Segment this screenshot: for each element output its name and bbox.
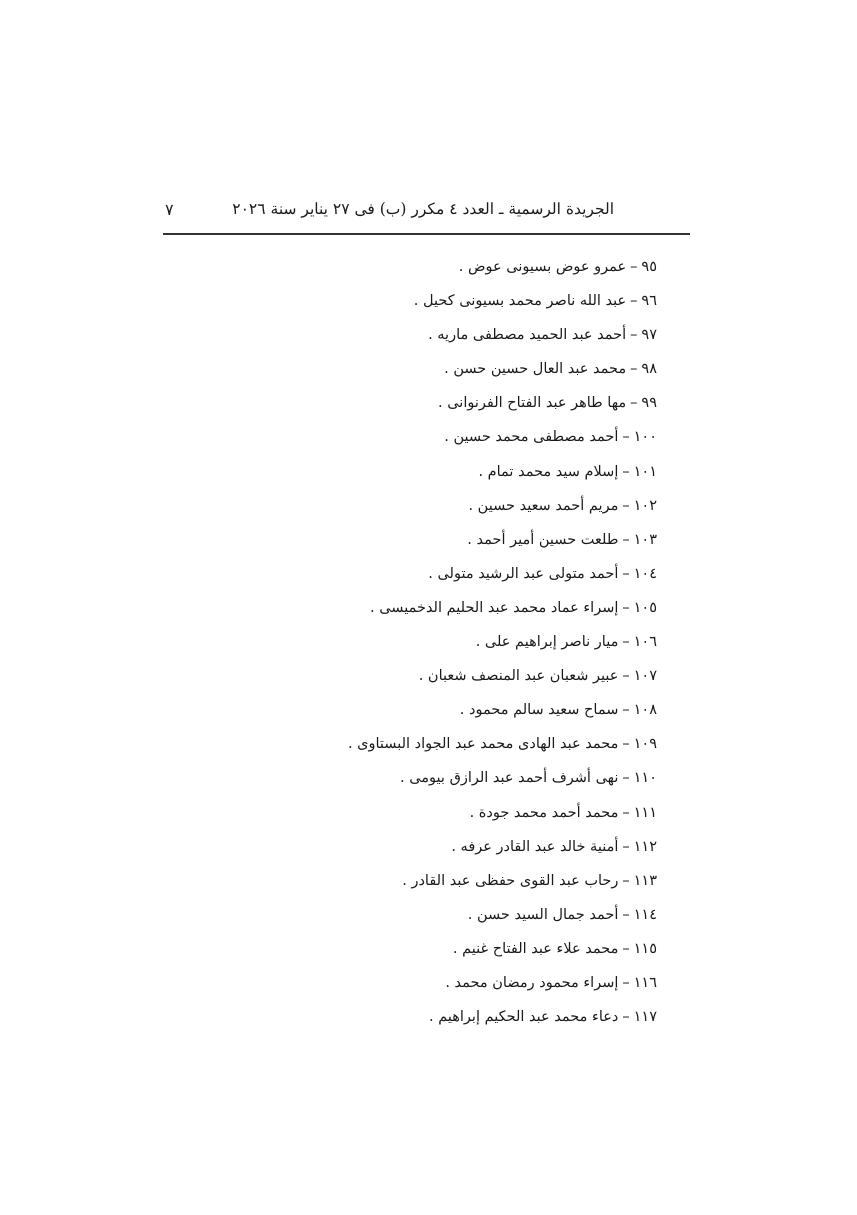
entry-separator: – <box>630 361 638 378</box>
list-item <box>237 966 657 1000</box>
entry-name: سماح سعيد سالم محمود . <box>459 702 619 719</box>
entry-number: ١٠٥ <box>633 599 657 616</box>
entry-number: ١١٠ <box>633 770 657 787</box>
entry-number: ١١٥ <box>633 940 657 957</box>
entry-number: ١٠٤ <box>633 565 657 582</box>
entry-separator: – <box>622 974 630 991</box>
entry-number: ٩٥ <box>641 259 657 275</box>
entry-number: ١١٢ <box>633 838 657 855</box>
entry-separator: – <box>622 1009 630 1026</box>
list-item <box>237 727 657 761</box>
entry-name: محمد عبد الهادى محمد عبد الجواد البستاوى . <box>347 736 619 753</box>
entry-separator: – <box>622 838 630 855</box>
list-item <box>237 1000 657 1034</box>
entry-number: ١٠٠ <box>633 429 657 446</box>
list-item <box>237 898 657 932</box>
entry-name: أحمد عبد الحميد مصطفى ماريه . <box>428 327 627 344</box>
entry-name: محمد عبد العال حسين حسن . <box>444 361 627 378</box>
entry-name: محمد أحمد محمد جودة . <box>469 804 619 821</box>
list-item <box>237 557 657 591</box>
entry-number: ١٠٦ <box>633 634 657 651</box>
entry-name: أمنية خالد عبد القادر عرفه . <box>451 838 619 855</box>
list-item <box>237 932 657 966</box>
entry-number: ١١٧ <box>633 1009 657 1026</box>
entry-number: ٩٧ <box>641 327 657 344</box>
list-item <box>237 830 657 864</box>
entry-separator: – <box>630 259 638 275</box>
entry-separator: – <box>622 565 630 582</box>
entry-separator: – <box>622 770 630 787</box>
entry-separator: – <box>622 736 630 753</box>
entry-number: ١١٣ <box>633 872 657 889</box>
entry-separator: – <box>622 872 630 889</box>
entry-name: مها طاهر عبد الفتاح الفرنوانى . <box>438 395 627 412</box>
entry-separator: – <box>622 599 630 616</box>
entry-name: عبد الله ناصر محمد بسيونى كحيل . <box>413 293 627 310</box>
entry-name: عبير شعبان عبد المنصف شعبان . <box>418 668 619 685</box>
entry-separator: – <box>630 395 638 412</box>
entry-number: ١١١ <box>633 804 657 821</box>
list-item <box>237 455 657 489</box>
header-divider <box>163 233 690 235</box>
entry-separator: – <box>622 804 630 821</box>
entry-name: أحمد جمال السيد حسن . <box>467 906 619 923</box>
entry-name: عمرو عوض بسيونى عوض . <box>458 259 627 275</box>
entry-number: ٩٨ <box>641 361 657 378</box>
entry-number: ١٠٧ <box>633 668 657 685</box>
entry-name: مريم أحمد سعيد حسين . <box>468 497 619 514</box>
entry-name: ميار ناصر إبراهيم على . <box>475 634 619 651</box>
entry-name: إسلام سيد محمد تمام . <box>478 463 619 480</box>
list-item <box>237 625 657 659</box>
entry-name: رحاب عبد القوى حفظى عبد القادر . <box>402 872 619 889</box>
entry-separator: – <box>622 906 630 923</box>
entry-name: دعاء محمد عبد الحكيم إبراهيم . <box>429 1009 619 1026</box>
list-item <box>237 489 657 523</box>
list-item <box>237 420 657 454</box>
page-number: ٧ <box>165 200 174 219</box>
header-title: الجريدة الرسمية ـ العدد ٤ مكرر (ب) فى ٢٧ يناير سنة ٢٠٢٦ <box>232 200 614 218</box>
entry-separator: – <box>622 429 630 446</box>
entry-separator: – <box>630 327 638 344</box>
list-item <box>237 523 657 557</box>
entry-number: ١٠١ <box>633 463 657 480</box>
entry-number: ١٠٨ <box>633 702 657 719</box>
entry-name: أحمد متولى عبد الرشيد متولى . <box>428 565 619 582</box>
entry-separator: – <box>622 531 630 548</box>
entry-separator: – <box>622 702 630 719</box>
list-item <box>237 352 657 386</box>
entry-name: إسراء محمود رمضان محمد . <box>445 974 619 991</box>
list-item <box>237 591 657 625</box>
entry-number: ١٠٢ <box>633 497 657 514</box>
entry-number: ١٠٩ <box>633 736 657 753</box>
entry-name: طلعت حسين أمير أحمد . <box>467 531 619 548</box>
entry-number: ٩٩ <box>641 395 657 412</box>
list-item <box>237 659 657 693</box>
entry-number: ٩٦ <box>641 293 657 310</box>
entry-number: ١١٦ <box>633 974 657 991</box>
entry-name: نهى أشرف أحمد عبد الرازق بيومى . <box>399 770 619 787</box>
list-item <box>237 386 657 420</box>
list-item <box>237 761 657 795</box>
entry-separator: – <box>622 940 630 957</box>
list-item <box>237 693 657 727</box>
entry-number: ١٠٣ <box>633 531 657 548</box>
entry-separator: – <box>622 497 630 514</box>
list-item <box>237 318 657 352</box>
entry-separator: – <box>622 668 630 685</box>
names-list <box>237 250 657 1034</box>
entry-number: ١١٤ <box>633 906 657 923</box>
list-item <box>237 796 657 830</box>
page-header <box>163 198 690 226</box>
entry-separator: – <box>630 293 638 310</box>
entry-name: أحمد مصطفى محمد حسين . <box>444 429 619 446</box>
entry-name: إسراء عماد محمد عبد الحليم الدخميسى . <box>369 599 619 616</box>
entry-name: محمد علاء عبد الفتاح غنيم . <box>452 940 619 957</box>
list-item <box>237 864 657 898</box>
entry-separator: – <box>622 634 630 651</box>
entry-separator: – <box>622 463 630 480</box>
list-item <box>237 250 657 284</box>
list-item <box>237 284 657 318</box>
